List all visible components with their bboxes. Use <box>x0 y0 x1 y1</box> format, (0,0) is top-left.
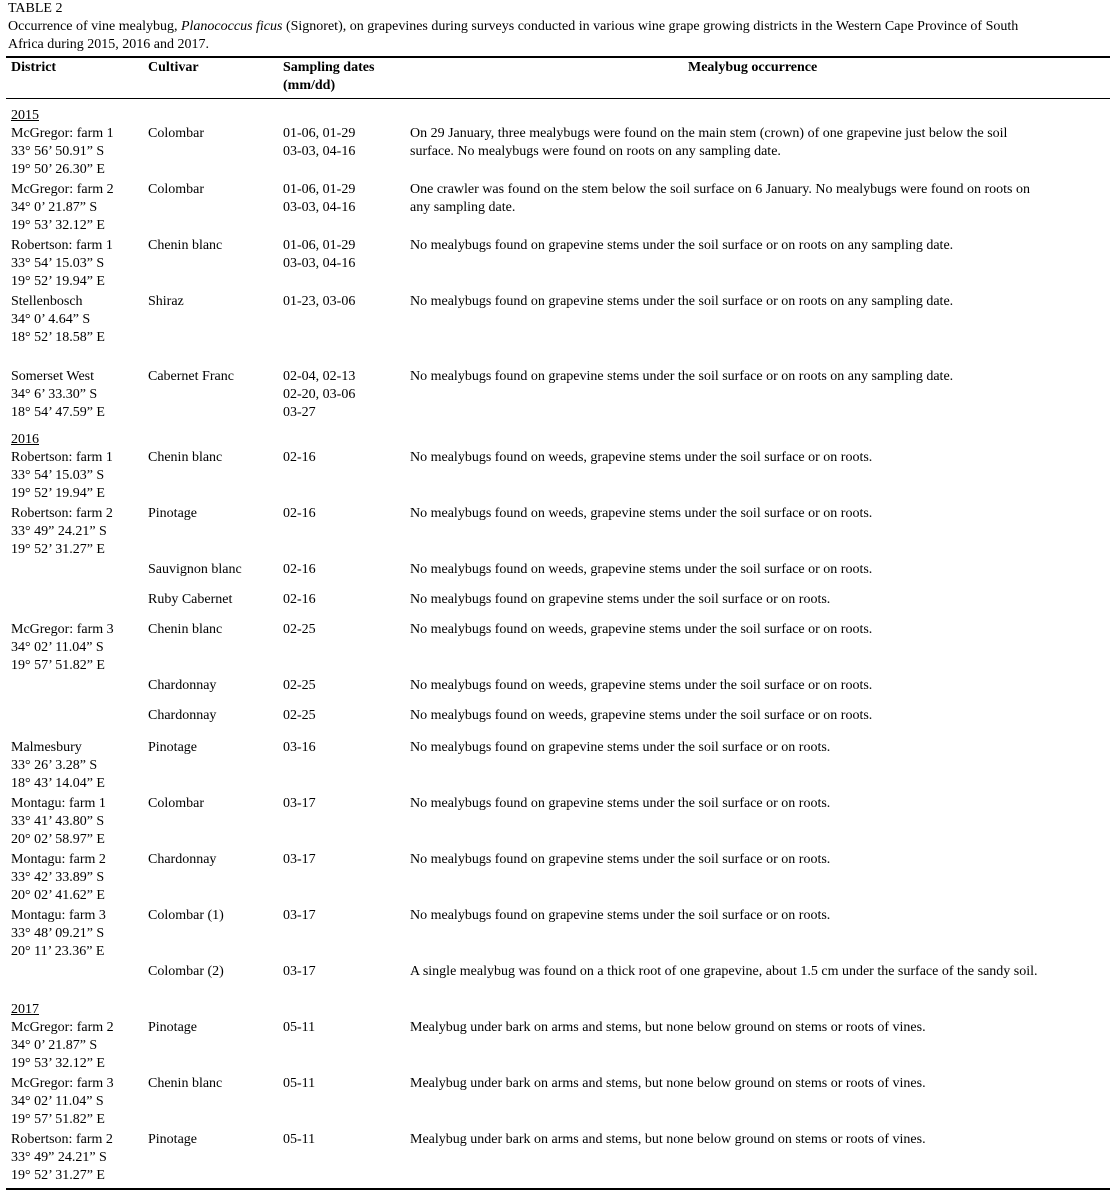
cell-sampling-dates <box>283 368 355 422</box>
cell-sampling-dates <box>283 181 355 217</box>
cell-district-line: McGregor: farm 2 <box>11 182 114 197</box>
cell-district <box>11 621 114 675</box>
cell-sampling-dates-line: 02-16 <box>283 562 316 577</box>
cell-sampling-dates-line: 02-20, 03-06 <box>283 387 356 402</box>
cell-occurrence-line: No mealybugs found on grapevine stems under the soil surface or on roots. <box>410 740 831 755</box>
cell-district-line: 34° 6’ 33.30” S <box>11 387 98 402</box>
cell-district <box>11 739 105 793</box>
cell-district <box>11 125 114 179</box>
cell-sampling-dates-line: 03-03, 04-16 <box>283 256 356 271</box>
cell-occurrence <box>410 851 830 869</box>
cell-district-line: 18° 54’ 47.59” E <box>11 405 105 420</box>
table-caption <box>8 0 1112 54</box>
cell-district-line: McGregor: farm 1 <box>11 126 114 141</box>
cell-sampling-dates <box>283 1019 315 1037</box>
cell-occurrence <box>410 293 953 311</box>
cell-cultivar: Shiraz <box>148 294 184 309</box>
cell-occurrence-line: any sampling date. <box>410 200 516 215</box>
cell-occurrence-line: No mealybugs found on grapevine stems under the soil surface or on roots. <box>410 592 831 607</box>
cell-sampling-dates <box>283 125 355 161</box>
cell-district-line: 19° 52’ 31.27” E <box>11 1168 105 1183</box>
cell-cultivar: Pinotage <box>148 1020 197 1035</box>
header-cultivar: Cultivar <box>148 60 199 75</box>
cell-district-line: 33° 48’ 09.21” S <box>11 926 105 941</box>
cell-occurrence-line: surface. No mealybugs were found on roots on any sampling date. <box>410 144 781 159</box>
header-rule <box>6 98 1110 99</box>
cell-sampling-dates-line: 03-17 <box>283 852 316 867</box>
cell-cultivar: Colombar <box>148 182 204 197</box>
table-label: TABLE 2 <box>8 1 63 16</box>
caption-line-2: Africa during 2015, 2016 and 2017. <box>8 37 210 52</box>
cell-district-line: Robertson: farm 1 <box>11 238 113 253</box>
cell-sampling-dates <box>283 707 316 725</box>
cell-occurrence-line: Mealybug under bark on arms and stems, but none below ground on stems or roots of vines. <box>410 1020 926 1035</box>
cell-sampling-dates <box>283 449 316 467</box>
cell-sampling-dates <box>283 851 316 869</box>
cell-district-line: 33° 56’ 50.91” S <box>11 144 105 159</box>
cell-occurrence-line: No mealybugs found on grapevine stems under the soil surface or on roots. <box>410 908 831 923</box>
cell-sampling-dates-line: 05-11 <box>283 1020 316 1035</box>
cell-occurrence <box>410 907 830 925</box>
cell-cultivar: Ruby Cabernet <box>148 592 233 607</box>
caption-post: (Signoret), on grapevines during surveys conducted in various wine grape growing districts in the Western Cape Province of South <box>282 19 1019 34</box>
cell-occurrence <box>410 707 872 725</box>
year-label-2015: 2015 <box>11 108 39 123</box>
cell-cultivar: Sauvignon blanc <box>148 562 242 577</box>
cell-sampling-dates-line: 02-25 <box>283 678 316 693</box>
cell-cultivar: Chardonnay <box>148 678 217 693</box>
cell-district <box>11 1019 114 1073</box>
cell-district <box>11 181 114 235</box>
cell-district-line: Montagu: farm 1 <box>11 796 106 811</box>
cell-occurrence-line: No mealybugs found on grapevine stems under the soil surface or on roots. <box>410 796 831 811</box>
cell-sampling-dates <box>283 1131 315 1149</box>
cell-sampling-dates <box>283 795 316 813</box>
cell-sampling-dates <box>283 1075 315 1093</box>
cell-occurrence <box>410 1131 926 1149</box>
cell-cultivar: Pinotage <box>148 740 197 755</box>
cell-sampling-dates <box>283 739 316 757</box>
cell-district-line: 33° 54’ 15.03” S <box>11 256 105 271</box>
cell-district-line: Stellenbosch <box>11 294 83 309</box>
cell-district-line: 33° 49” 24.21” S <box>11 524 107 539</box>
cell-cultivar: Chardonnay <box>148 708 217 723</box>
cell-district <box>11 237 113 291</box>
cell-district-line: 34° 02’ 11.04” S <box>11 1094 104 1109</box>
header-occurrence: Mealybug occurrence <box>688 60 818 75</box>
cell-sampling-dates-line: 02-04, 02-13 <box>283 369 356 384</box>
cell-cultivar: Colombar <box>148 126 204 141</box>
cell-district-line: Robertson: farm 2 <box>11 506 113 521</box>
year-label-2016: 2016 <box>11 432 39 447</box>
cell-district-line: 19° 52’ 19.94” E <box>11 274 105 289</box>
cell-sampling-dates <box>283 907 316 925</box>
cell-district-line: 34° 0’ 21.87” S <box>11 1038 98 1053</box>
cell-sampling-dates <box>283 963 316 981</box>
cell-occurrence-line: No mealybugs found on grapevine stems under the soil surface or on roots. <box>410 852 831 867</box>
cell-sampling-dates-line: 01-06, 01-29 <box>283 238 356 253</box>
top-rule <box>6 56 1110 58</box>
cell-district-line: Montagu: farm 3 <box>11 908 106 923</box>
cell-sampling-dates-line: 03-03, 04-16 <box>283 200 356 215</box>
cell-district <box>11 851 106 905</box>
cell-occurrence <box>410 1019 926 1037</box>
cell-district-line: 18° 43’ 14.04” E <box>11 776 105 791</box>
cell-sampling-dates <box>283 293 355 311</box>
caption-pre: Occurrence of vine mealybug, <box>8 19 181 34</box>
cell-district-line: 19° 52’ 19.94” E <box>11 486 105 501</box>
caption-line-1 <box>8 18 1112 36</box>
cell-district-line: 19° 53’ 32.12” E <box>11 1056 105 1071</box>
cell-sampling-dates-line: 03-17 <box>283 908 316 923</box>
cell-district-line: 19° 50’ 26.30” E <box>11 162 105 177</box>
cell-occurrence-line: A single mealybug was found on a thick root of one grapevine, about 1.5 cm under the surface of the sandy soil. <box>410 964 1038 979</box>
cell-district <box>11 1131 113 1185</box>
cell-district <box>11 449 113 503</box>
cell-district <box>11 1075 114 1129</box>
cell-district-line: McGregor: farm 2 <box>11 1020 114 1035</box>
cell-cultivar: Colombar <box>148 796 204 811</box>
header-sampling-line-2: (mm/dd) <box>283 78 336 93</box>
species-name: Planococcus ficus <box>180 19 283 34</box>
cell-occurrence <box>410 561 872 579</box>
cell-sampling-dates-line: 02-16 <box>283 506 316 521</box>
cell-cultivar: Chardonnay <box>148 852 217 867</box>
cell-occurrence <box>410 368 953 386</box>
cell-occurrence <box>410 677 872 695</box>
cell-sampling-dates-line: 05-11 <box>283 1076 316 1091</box>
cell-cultivar: Chenin blanc <box>148 1076 223 1091</box>
cell-occurrence <box>410 739 830 757</box>
cell-district-line: 34° 0’ 4.64” S <box>11 312 91 327</box>
cell-sampling-dates-line: 02-16 <box>283 592 316 607</box>
cell-district-line: 19° 57’ 51.82” E <box>11 658 105 673</box>
cell-sampling-dates-line: 02-25 <box>283 622 316 637</box>
cell-occurrence-line: No mealybugs found on weeds, grapevine stems under the soil surface or on roots. <box>410 678 873 693</box>
cell-district-line: 19° 57’ 51.82” E <box>11 1112 105 1127</box>
cell-cultivar: Chenin blanc <box>148 450 223 465</box>
cell-cultivar: Cabernet Franc <box>148 369 234 384</box>
cell-district-line: 18° 52’ 18.58” E <box>11 330 105 345</box>
cell-cultivar: Chenin blanc <box>148 238 223 253</box>
cell-sampling-dates <box>283 505 316 523</box>
cell-district-line: 20° 02’ 58.97” E <box>11 832 105 847</box>
cell-sampling-dates-line: 03-17 <box>283 964 316 979</box>
cell-occurrence-line: On 29 January, three mealybugs were found on the main stem (crown) of one grapevine just below the soil <box>410 126 1008 141</box>
cell-district-line: 33° 49” 24.21” S <box>11 1150 107 1165</box>
cell-district-line: Somerset West <box>11 369 94 384</box>
cell-district-line: 33° 42’ 33.89” S <box>11 870 105 885</box>
cell-sampling-dates-line: 03-03, 04-16 <box>283 144 356 159</box>
cell-sampling-dates-line: 03-27 <box>283 405 316 420</box>
cell-district-line: McGregor: farm 3 <box>11 1076 114 1091</box>
cell-district-line: 20° 11’ 23.36” E <box>11 944 105 959</box>
cell-occurrence-line: Mealybug under bark on arms and stems, but none below ground on stems or roots of vines. <box>410 1076 926 1091</box>
cell-district-line: 33° 26’ 3.28” S <box>11 758 98 773</box>
cell-sampling-dates-line: 01-23, 03-06 <box>283 294 356 309</box>
cell-district-line: 20° 02’ 41.62” E <box>11 888 105 903</box>
cell-occurrence-line: No mealybugs found on grapevine stems under the soil surface or on roots on any sampling date. <box>410 294 954 309</box>
year-label-2017: 2017 <box>11 1002 39 1017</box>
cell-sampling-dates <box>283 591 316 609</box>
header-sampling-dates <box>283 59 374 95</box>
cell-sampling-dates-line: 03-17 <box>283 796 316 811</box>
cell-occurrence-line: No mealybugs found on weeds, grapevine stems under the soil surface or on roots. <box>410 506 873 521</box>
cell-sampling-dates-line: 02-16 <box>283 450 316 465</box>
cell-cultivar: Colombar (2) <box>148 964 224 979</box>
cell-sampling-dates-line: 03-16 <box>283 740 316 755</box>
cell-occurrence <box>410 795 830 813</box>
cell-district-line: 34° 02’ 11.04” S <box>11 640 104 655</box>
cell-occurrence-line: No mealybugs found on weeds, grapevine stems under the soil surface or on roots. <box>410 562 873 577</box>
cell-district-line: 19° 53’ 32.12” E <box>11 218 105 233</box>
cell-district <box>11 293 105 347</box>
cell-district <box>11 368 105 422</box>
cell-sampling-dates <box>283 561 316 579</box>
header-sampling-line-1: Sampling dates <box>283 60 375 75</box>
cell-district <box>11 505 113 559</box>
cell-cultivar: Pinotage <box>148 506 197 521</box>
cell-occurrence <box>410 237 953 255</box>
cell-district-line: Robertson: farm 2 <box>11 1132 113 1147</box>
cell-occurrence-line: No mealybugs found on weeds, grapevine stems under the soil surface or on roots. <box>410 708 873 723</box>
cell-occurrence-line: One crawler was found on the stem below the soil surface on 6 January. No mealybugs were found on roots on <box>410 182 1030 197</box>
cell-sampling-dates-line: 05-11 <box>283 1132 316 1147</box>
cell-occurrence <box>410 963 1038 981</box>
cell-district <box>11 795 106 849</box>
cell-district-line: Malmesbury <box>11 740 82 755</box>
header-district: District <box>11 60 57 75</box>
cell-occurrence <box>410 125 1007 161</box>
cell-district-line: 33° 54’ 15.03” S <box>11 468 105 483</box>
cell-occurrence-line: No mealybugs found on weeds, grapevine stems under the soil surface or on roots. <box>410 622 873 637</box>
cell-occurrence-line: Mealybug under bark on arms and stems, but none below ground on stems or roots of vines. <box>410 1132 926 1147</box>
cell-district-line: McGregor: farm 3 <box>11 622 114 637</box>
cell-cultivar: Chenin blanc <box>148 622 223 637</box>
cell-occurrence-line: No mealybugs found on grapevine stems under the soil surface or on roots on any sampling date. <box>410 238 954 253</box>
cell-occurrence <box>410 621 872 639</box>
cell-district-line: 33° 41’ 43.80” S <box>11 814 105 829</box>
cell-district <box>11 907 106 961</box>
cell-sampling-dates-line: 01-06, 01-29 <box>283 182 356 197</box>
cell-district-line: Montagu: farm 2 <box>11 852 106 867</box>
cell-occurrence-line: No mealybugs found on weeds, grapevine stems under the soil surface or on roots. <box>410 450 873 465</box>
cell-district-line: 19° 52’ 31.27” E <box>11 542 105 557</box>
cell-sampling-dates <box>283 621 316 639</box>
cell-occurrence-line: No mealybugs found on grapevine stems under the soil surface or on roots on any sampling date. <box>410 369 954 384</box>
bottom-rule <box>6 1188 1110 1190</box>
cell-occurrence <box>410 505 872 523</box>
cell-sampling-dates <box>283 237 355 273</box>
cell-sampling-dates-line: 02-25 <box>283 708 316 723</box>
cell-sampling-dates <box>283 677 316 695</box>
cell-cultivar: Pinotage <box>148 1132 197 1147</box>
cell-occurrence <box>410 449 872 467</box>
cell-district-line: 34° 0’ 21.87” S <box>11 200 98 215</box>
cell-district-line: Robertson: farm 1 <box>11 450 113 465</box>
cell-occurrence <box>410 591 830 609</box>
cell-occurrence <box>410 181 1030 217</box>
cell-cultivar: Colombar (1) <box>148 908 224 923</box>
cell-occurrence <box>410 1075 926 1093</box>
cell-sampling-dates-line: 01-06, 01-29 <box>283 126 356 141</box>
